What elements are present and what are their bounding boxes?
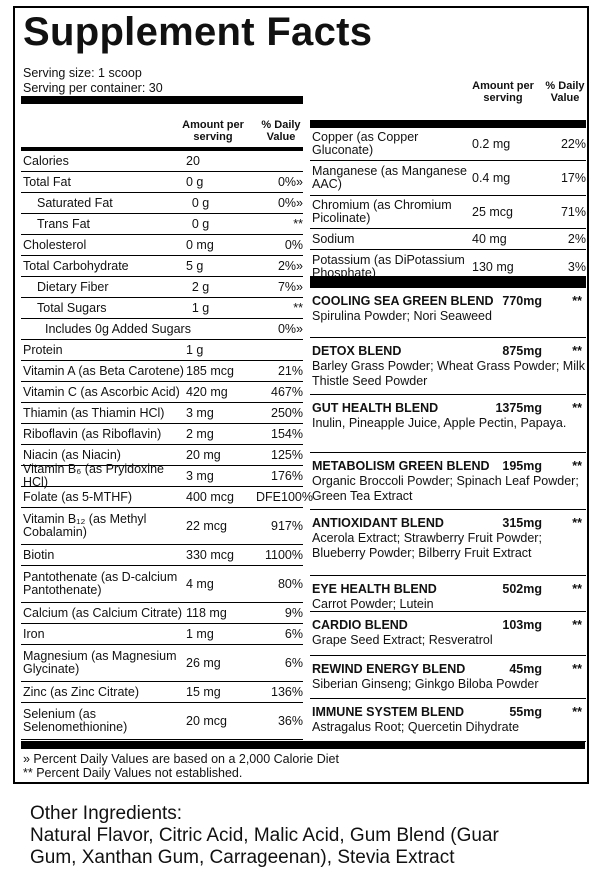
- nutrient-name: Total Sugars: [37, 300, 107, 315]
- nutrient-name: Vitamin B₆ (as Pryidoxine HCl): [23, 462, 164, 489]
- mineral-row: [310, 229, 586, 250]
- blend-header: [312, 510, 586, 531]
- blend-name: GUT HEALTH BLEND: [312, 401, 439, 415]
- blend-ingredients: Acerola Extract; Strawberry Fruit Powder; Blueberry Powder; Bilberry Fruit Extract: [312, 531, 542, 560]
- nutrient-dv: **: [293, 301, 303, 315]
- blend-amount: 770mg: [502, 294, 542, 308]
- nutrient-amount: 1 g: [186, 343, 204, 357]
- nutrient-row: [21, 151, 303, 172]
- blend-header: [312, 576, 586, 597]
- left-column-header: [21, 96, 303, 151]
- mineral-amount: 40 mg: [472, 232, 507, 246]
- nutrient-row: [21, 508, 303, 545]
- mineral-name: Potassium (as DiPotassium Phosphate): [312, 253, 465, 280]
- blend-item: [310, 576, 586, 612]
- blend-header: [312, 612, 586, 633]
- nutrient-amount: 0 mg: [186, 238, 214, 252]
- nutrient-amount: 420 mg: [186, 385, 228, 399]
- nutrient-amount: 20: [186, 154, 200, 168]
- blend-dv: **: [572, 516, 582, 530]
- nutrient-amount: 0 g: [186, 175, 204, 189]
- blend-header: [312, 338, 586, 359]
- nutrient-amount: 118 mg: [186, 606, 227, 620]
- nutrient-dv: 80%: [277, 577, 303, 591]
- mineral-name: Manganese (as Manganese AAC): [312, 164, 467, 191]
- nutrient-dv: 0%»: [277, 175, 303, 189]
- blend-name: EYE HEALTH BLEND: [312, 582, 437, 596]
- mineral-dv: 22%: [560, 137, 586, 151]
- nutrient-name: Vitamin B₁₂ (as Methyl Cobalamin): [23, 512, 147, 539]
- mineral-amount: 25 mcg: [472, 205, 513, 219]
- nutrient-name: Niacin (as Niacin): [23, 447, 121, 462]
- blend-header: [312, 453, 586, 474]
- blend-ingredients: Astragalus Root; Quercetin Dihydrate: [312, 720, 520, 734]
- nutrient-name: Total Fat: [23, 174, 71, 189]
- nutrient-name: Trans Fat: [37, 216, 91, 231]
- mineral-dv: 17%: [560, 171, 586, 185]
- nutrient-row: [21, 462, 303, 489]
- mineral-amount: 130 mg: [472, 260, 514, 274]
- other-ingredients-label: Other Ingredients:: [30, 803, 183, 824]
- blend-dv: **: [572, 618, 582, 632]
- nutrient-name: Saturated Fat: [37, 195, 113, 210]
- blend-ingredients: Siberian Ginseng; Ginkgo Biloba Powder: [312, 677, 539, 691]
- nutrient-name: Magnesium (as Magnesium Glycinate): [23, 649, 177, 676]
- nutrient-name: Vitamin C (as Ascorbic Acid): [23, 384, 180, 399]
- nutrient-row: [21, 645, 303, 682]
- nutrient-row: [21, 566, 303, 603]
- nutrient-dv: 917%: [271, 519, 303, 533]
- mineral-dv: 71%: [560, 205, 586, 219]
- blend-item: [310, 510, 586, 576]
- blend-ingredients: Grape Seed Extract; Resveratrol: [312, 633, 493, 647]
- mineral-dv: 3%: [567, 260, 586, 274]
- blend-dv: **: [572, 705, 582, 719]
- nutrient-name: Selenium (as Selenomethionine): [23, 707, 128, 734]
- blend-item: [310, 395, 586, 453]
- nutrient-dv: 6%: [284, 627, 303, 641]
- footnote-not-established: ** Percent Daily Values not established.: [23, 766, 243, 780]
- amount-header-right: Amount per serving: [472, 80, 534, 104]
- nutrient-amount: 400 mcg: [186, 490, 234, 504]
- blend-name: DETOX BLEND: [312, 344, 402, 358]
- blend-name: REWIND ENERGY BLEND: [312, 662, 466, 676]
- blend-amount: 55mg: [509, 705, 542, 719]
- nutrient-dv: 36%: [277, 714, 303, 728]
- nutrient-row: [21, 214, 303, 235]
- nutrient-dv: 7%»: [277, 280, 303, 294]
- nutrient-row: [21, 603, 303, 624]
- nutrient-amount: 3 mg: [186, 469, 214, 483]
- bottom-rule: [21, 741, 585, 749]
- mineral-row: [310, 196, 586, 229]
- nutrient-name: Folate (as 5-MTHF): [23, 489, 133, 504]
- supplement-facts-panel: [13, 6, 589, 784]
- blend-amount: 502mg: [502, 582, 542, 596]
- nutrient-row: [21, 235, 303, 256]
- nutrient-name: Thiamin (as Thiamin HCl): [23, 405, 165, 420]
- nutrient-dv: 176%: [271, 469, 303, 483]
- blend-ingredients: Carrot Powder; Lutein: [312, 597, 434, 611]
- blend-name: ANTIOXIDANT BLEND: [312, 516, 444, 530]
- blend-name: IMMUNE SYSTEM BLEND: [312, 705, 465, 719]
- servings-per-container: Serving per container: 30: [23, 81, 163, 95]
- nutrient-name: Vitamin A (as Beta Carotene): [23, 363, 184, 378]
- nutrient-name: Total Carbohydrate: [23, 258, 129, 273]
- nutrient-row: [21, 319, 303, 340]
- nutrient-amount: 4 mg: [186, 577, 214, 591]
- nutrient-dv: 21%: [277, 364, 303, 378]
- blend-dv: **: [572, 401, 582, 415]
- nutrient-name: Pantothenate (as D-calcium Pantothenate): [23, 570, 178, 597]
- blend-dv: **: [572, 294, 582, 308]
- nutrient-name: Calories: [23, 153, 69, 168]
- blend-dv: **: [572, 582, 582, 596]
- nutrient-row: [21, 298, 303, 319]
- blend-ingredients: Organic Broccoli Powder; Spinach Leaf Powder; Green Tea Extract: [312, 474, 579, 503]
- blend-name: CARDIO BLEND: [312, 618, 408, 632]
- nutrient-amount: 1 g: [191, 301, 210, 315]
- blend-header: [312, 395, 586, 416]
- blend-item: [310, 288, 586, 338]
- mineral-row: [310, 161, 586, 196]
- blend-item: [310, 338, 586, 395]
- nutrient-dv: 250%: [271, 406, 303, 420]
- nutrient-name: Calcium (as Calcium Citrate): [23, 605, 183, 620]
- dv-header: % Daily Value: [261, 119, 301, 143]
- blend-amount: 315mg: [502, 516, 542, 530]
- nutrient-dv: **: [293, 217, 303, 231]
- nutrient-row: [21, 545, 303, 566]
- right-nutrient-table: [310, 120, 586, 285]
- left-nutrient-table: [21, 151, 313, 740]
- blend-header: [312, 288, 586, 309]
- nutrient-amount: 2 mg: [186, 427, 214, 441]
- blend-list: [310, 276, 586, 742]
- mineral-name: Chromium (as Chromium Picolinate): [312, 198, 452, 225]
- amount-header: Amount per serving: [182, 119, 244, 143]
- nutrient-row: [21, 424, 303, 445]
- nutrient-name: Includes 0g Added Sugars: [45, 321, 191, 336]
- nutrient-dv: 1100%: [265, 548, 303, 562]
- right-column-header: [310, 80, 586, 116]
- nutrient-row: [21, 193, 303, 214]
- mineral-dv: 2%: [567, 232, 586, 246]
- nutrient-amount: 15 mg: [186, 685, 221, 699]
- blend-amount: 195mg: [502, 459, 542, 473]
- blend-amount: 875mg: [502, 344, 542, 358]
- mineral-name: Copper (as Copper Gluconate): [312, 130, 419, 157]
- nutrient-amount: 2 g: [191, 280, 210, 294]
- nutrient-amount: 0 g: [191, 217, 210, 231]
- footnote-dv: » Percent Daily Values are based on a 2,000 Calorie Diet: [23, 752, 339, 766]
- nutrient-dv: 6%: [284, 656, 303, 670]
- nutrient-row: [21, 624, 303, 645]
- blend-ingredients: Barley Grass Powder; Wheat Grass Powder; Milk Thistle Seed Powder: [312, 359, 585, 388]
- nutrient-dv: 0%: [284, 238, 303, 252]
- nutrient-amount: 22 mcg: [186, 519, 227, 533]
- nutrient-amount: 20 mcg: [186, 714, 227, 728]
- nutrient-dv: 0%»: [277, 322, 303, 336]
- blend-item: [310, 612, 586, 656]
- nutrient-amount: 330 mcg: [186, 548, 234, 562]
- blend-amount: 1375mg: [495, 401, 542, 415]
- blend-dv: **: [572, 459, 582, 473]
- nutrient-amount: 1 mg: [186, 627, 214, 641]
- nutrient-name: Dietary Fiber: [37, 279, 109, 294]
- other-ingredients-text: Natural Flavor, Citric Acid, Malic Acid, Gum Blend (Guar Gum, Xanthan Gum, Carrageenan), Stevia Extract: [30, 825, 499, 868]
- mineral-amount: 0.2 mg: [472, 137, 511, 151]
- nutrient-dv: 0%»: [277, 196, 303, 210]
- nutrient-row: [21, 703, 303, 740]
- page-title: Supplement Facts: [23, 10, 373, 54]
- nutrient-row: [21, 403, 303, 424]
- nutrient-row: [21, 361, 303, 382]
- blend-ingredients: Inulin, Pineapple Juice, Apple Pectin, Papaya.: [312, 416, 567, 430]
- nutrient-name: Protein: [23, 342, 63, 357]
- nutrient-dv: 2%»: [277, 259, 303, 273]
- nutrient-name: Cholesterol: [23, 237, 87, 252]
- mineral-row: [310, 128, 586, 161]
- nutrient-name: Iron: [23, 626, 45, 641]
- nutrient-row: [21, 487, 313, 508]
- nutrient-dv: 154%: [271, 427, 303, 441]
- nutrient-amount: 0 g: [191, 196, 210, 210]
- nutrient-row: [21, 682, 303, 703]
- blend-name: COOLING SEA GREEN BLEND: [312, 294, 494, 308]
- blend-item: [310, 656, 586, 699]
- serving-size: Serving size: 1 scoop: [23, 66, 142, 80]
- nutrient-row: [21, 277, 303, 298]
- nutrient-row: [21, 256, 303, 277]
- blend-name: METABOLISM GREEN BLEND: [312, 459, 490, 473]
- nutrient-dv: 136%: [271, 685, 303, 699]
- blend-header: [312, 656, 586, 677]
- blend-amount: 45mg: [509, 662, 542, 676]
- nutrient-amount: 185 mcg: [186, 364, 234, 378]
- nutrient-row: [21, 172, 303, 193]
- nutrient-amount: 5 g: [186, 259, 204, 273]
- nutrient-dv: 9%: [284, 606, 303, 620]
- blend-header: [312, 699, 586, 720]
- nutrient-dv: DFE100%: [256, 490, 313, 504]
- mineral-amount: 0.4 mg: [472, 171, 511, 185]
- blend-ingredients: Spirulina Powder; Nori Seaweed: [312, 309, 492, 323]
- nutrient-amount: 26 mg: [186, 656, 221, 670]
- nutrient-name: Biotin: [23, 547, 55, 562]
- nutrient-name: Zinc (as Zinc Citrate): [23, 684, 139, 699]
- dv-header-right: % Daily Value: [545, 80, 585, 104]
- blend-item: [310, 699, 586, 742]
- nutrient-dv: 467%: [271, 385, 303, 399]
- blend-item: [310, 453, 586, 510]
- blend-amount: 103mg: [502, 618, 542, 632]
- nutrient-amount: 3 mg: [186, 406, 214, 420]
- nutrient-amount: 20 mg: [186, 448, 221, 462]
- blend-dv: **: [572, 662, 582, 676]
- blend-dv: **: [572, 344, 582, 358]
- nutrient-dv: 125%: [271, 448, 303, 462]
- mineral-name: Sodium: [312, 231, 355, 246]
- nutrient-name: Riboflavin (as Riboflavin): [23, 426, 162, 441]
- nutrient-row: [21, 382, 303, 403]
- nutrient-row: [21, 340, 303, 361]
